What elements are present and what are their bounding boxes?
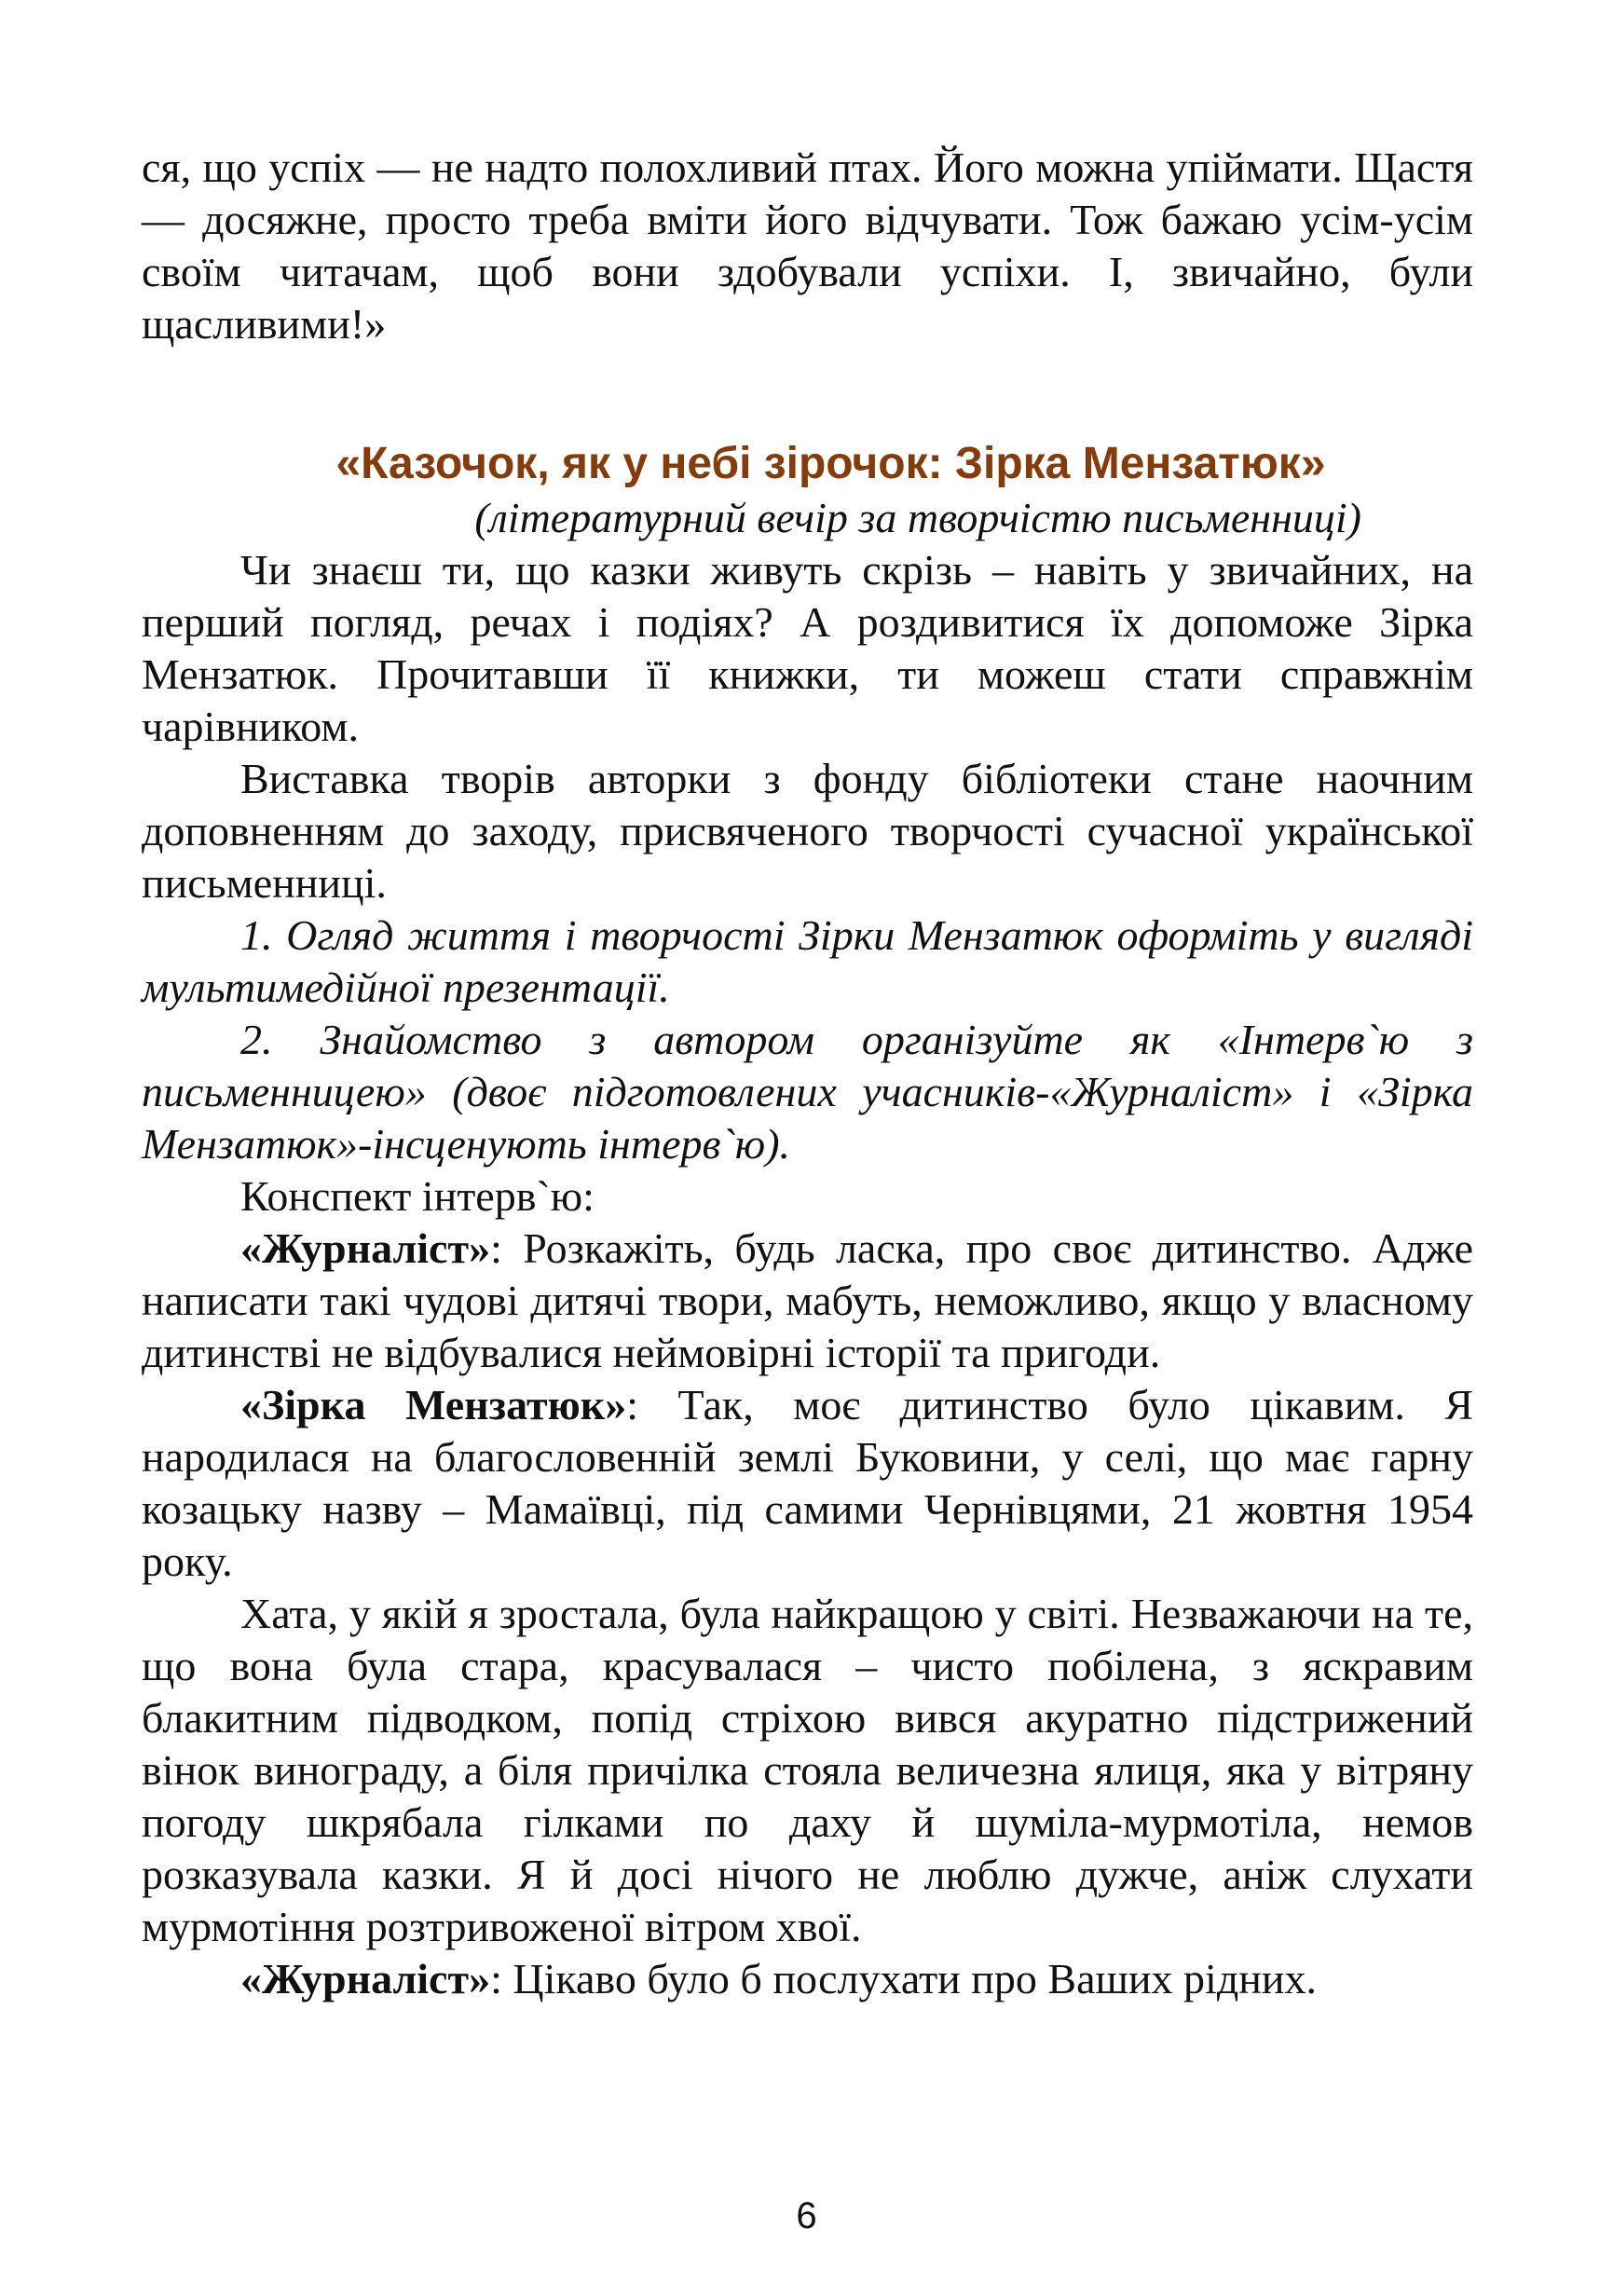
intro-paragraph: ся, що успіх — не надто полохливий птах. Його можна упіймати. Щастя — досяжне, просто треба вміти його відчувати. Тож бажаю усім-усім своїм читачам, щоб вони здобували успіхи. І, звичайно, були щасливими!» — [142, 144, 1473, 348]
section-subtitle: (літературний вечір за творчістю письменниці) — [474, 494, 1361, 541]
paragraph-step-1: 1. Огляд життя і творчості Зірки Мензатюк оформіть у вигляді мультимедійної презентації. — [142, 911, 1473, 1011]
dialogue-text: : Так, моє дитинство було цікавим. Я народилася на благословенній землі Буковини, у селі, що має гарну козацьку назву – Мамаївці, під самими Чернівцями, 21 жовтня 1954 року. — [142, 1381, 1473, 1585]
speaker-label: «Журналіст» — [240, 1955, 491, 2002]
speaker-label: «Журналіст» — [240, 1224, 491, 1272]
page-number: 6 — [796, 2195, 817, 2236]
dialogue-journalist-2 — [142, 1953, 1473, 2005]
paragraph-exhibition: Виставка творів авторки з фонду бібліотеки стане наочним доповненням до заходу, присвяченого творчості сучасної української письменниці. — [142, 755, 1473, 907]
paragraph-house: Хата, у якій я зростала, була найкращою у світі. Незважаючи на те, що вона була стара, красувалася – чисто побілена, з яскравим блакитним підводком, попід стріхою вився акуратно підстрижений вінок винограду, а біля причілка стояла величезна ялиця, яка у вітряну погоду шкрябала гілками по даху й шуміла-мурмотіла, немов розказувала казки. Я й досі нічого не люблю дужче, аніж слухати мурмотіння розтривоженої вітром хвої. — [142, 1590, 1473, 1950]
section-title: «Казочок, як у небі зірочок: Зірка Мензатюк» — [335, 439, 1326, 488]
paragraph-step-2: 2. Знайомство з автором організуйте як «Інтерв`ю з письменницею» (двоє підготовлених учасників-«Журналіст» і «Зірка Мензатюк»-інсценують інтерв`ю). — [142, 1016, 1473, 1168]
paragraph-interview-outline: Конспект інтерв`ю: — [240, 1172, 595, 1220]
dialogue-journalist-1 — [142, 1223, 1473, 1379]
dialogue-text: : Розкажіть, будь ласка, про своє дитинство. Адже написати такі чудові дитячі твори, мабуть, неможливо, якщо у власному дитинстві не відбувалися неймовірні історії та пригоди. — [142, 1224, 1473, 1376]
dialogue-text: : Цікаво було б послухати про Ваших рідних. — [490, 1955, 1317, 2002]
dialogue-author-1 — [142, 1379, 1473, 1588]
speaker-label: «Зірка Мензатюк» — [240, 1381, 627, 1428]
paragraph-intro-tales: Чи знаєш ти, що казки живуть скрізь – навіть у звичайних, на перший погляд, речах і подіях? А роздивитися їх допоможе Зірка Мензатюк. Прочитавши її книжки, ти можеш стати справжнім чарівником. — [142, 546, 1473, 750]
